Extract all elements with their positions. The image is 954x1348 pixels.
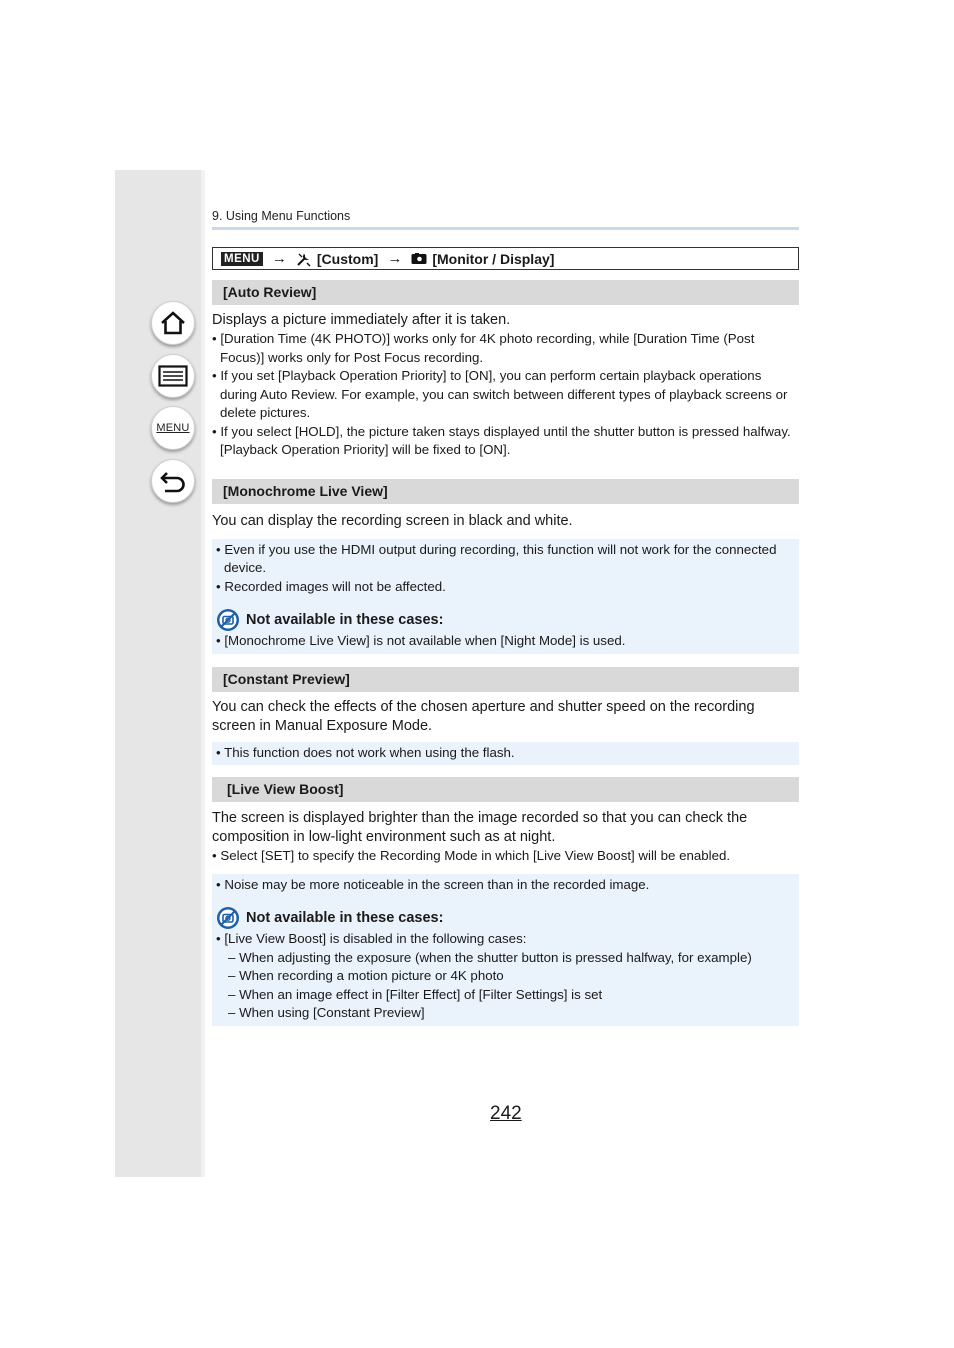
live-view-boost-intro: The screen is displayed brighter than the image recorded so that you can check the composition in low-light environment such as at night. [212,810,748,845]
contents-button[interactable] [151,354,195,398]
wrench-icon [296,251,312,267]
not-available-title: Not available in these cases: [246,910,444,926]
not-available-icon [216,608,240,632]
note-item: • Even if you use the HDMI output during recording, this function will not work for the connected device. [216,541,777,575]
page-content [212,206,799,1026]
path-arrow: → [387,250,403,267]
return-icon [159,469,187,493]
auto-review-bullet: • If you select [HOLD], the picture taken stays displayed until the shutter button is pressed halfway. [Playback Operation Priority] will be fixed to [ON]. [212,423,791,457]
note-item: • This function does not work when using the flash. [216,744,515,760]
auto-review-bullet: • If you set [Playback Operation Priority] to [ON], you can perform certain playback operations during Auto Review. For example, you can switch between different types of playback screens or delete pictures. [212,368,788,420]
not-available-title: Not available in these cases: [246,612,444,628]
constant-preview-note-box [212,742,799,766]
menu-button[interactable] [151,406,195,450]
home-button[interactable] [151,301,195,345]
section-header-monochrome: [Monochrome Live View] [212,479,799,504]
note-item: • Recorded images will not be affected. [216,578,446,594]
menu-badge: MENU [221,252,263,266]
section-header-constant-preview: [Constant Preview] [212,667,799,692]
not-available-subitem: – When recording a motion picture or 4K photo [228,968,504,983]
monochrome-note-box [212,539,799,654]
section-header-auto-review: [Auto Review] [212,280,799,305]
not-available-subitem: – When adjusting the exposure (when the shutter button is pressed halfway, for example) [228,949,752,965]
monitor-icon [411,253,427,265]
back-button[interactable] [151,459,195,503]
note-item: • Noise may be more noticeable in the screen than in the recorded image. [216,876,650,892]
not-available-subitem: – When using [Constant Preview] [228,1005,425,1020]
constant-preview-intro: You can check the effects of the chosen aperture and shutter speed on the recording screen in Manual Exposure Mode. [212,698,755,734]
not-available-item: • [Monochrome Live View] is not available when [Night Mode] is used. [216,633,626,648]
home-icon [159,310,187,336]
path-monitor: [Monitor / Display] [432,250,555,267]
not-available-heading [216,906,795,930]
path-arrow: → [271,250,287,267]
not-available-item: • [Live View Boost] is disabled in the following cases: [216,931,527,946]
chapter-title: 9. Using Menu Functions [212,209,351,223]
live-view-boost-note-box [212,874,799,1026]
page-number: 242 [490,1103,522,1124]
sidebar-edge [201,170,205,1177]
auto-review-intro: Displays a picture immediately after it is taken. [212,312,511,328]
not-available-icon [216,906,240,930]
monochrome-intro: You can display the recording screen in black and white. [212,512,573,529]
not-available-subitem: – When an image effect in [Filter Effect] of [Filter Settings] is set [228,986,603,1002]
section-header-live-view-boost: [Live View Boost] [212,777,799,802]
live-view-boost-bullet: • Select [SET] to specify the Recording Mode in which [Live View Boost] will be enabled. [212,848,731,863]
chapter-rule [212,227,799,230]
list-icon [158,365,188,387]
auto-review-bullet: • [Duration Time (4K PHOTO)] works only for 4K photo recording, while [Duration Time (Post Focus)] works only for Post Focus recording. [212,331,755,365]
not-available-heading [216,608,795,632]
path-custom: [Custom] [316,250,379,267]
menu-label: MENU [156,422,190,434]
menu-path [212,247,799,270]
